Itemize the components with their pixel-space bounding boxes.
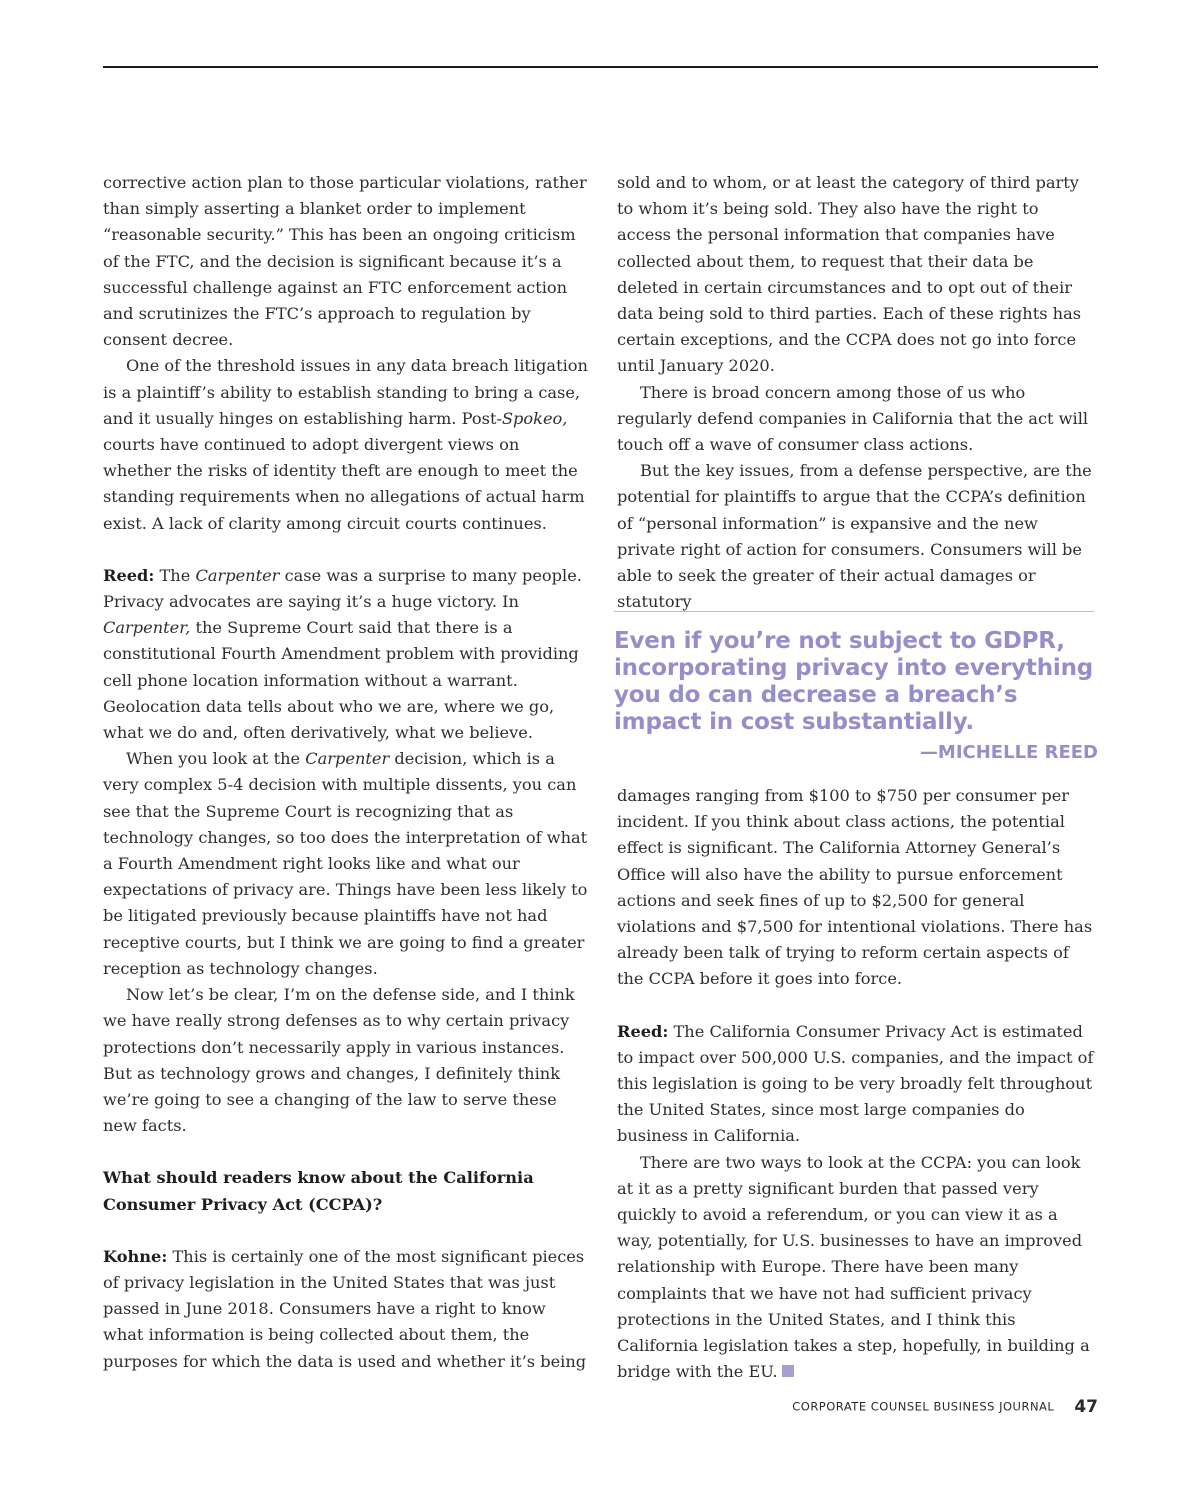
- page-footer: [792, 1396, 1098, 1417]
- paragraph: corrective action plan to those particular violations, rather than simply asserting a blanket order to implement “reasonable security.” This has been an ongoing criticism of the FTC, and the decision is significant because it’s a successful challenge against an FTC enforcement action and scrutinizes the FTC’s approach to regulation by consent decree.: [103, 173, 587, 350]
- pull-quote-rule: [614, 611, 1094, 612]
- end-mark-icon: [782, 1365, 794, 1377]
- pull-quote-text: Even if you’re not subject to GDPR, incorporating privacy into everything you do can decrease a breach’s impact in cost substantially.: [614, 628, 1094, 735]
- top-rule: [103, 66, 1098, 68]
- paragraph: sold and to whom, or at least the category of third party to whom it’s being sold. They also have the right to access the personal information that companies have collected about them, to request that their data be deleted in certain circumstances and to opt out of their data being sold to third parties. Each of these rights has certain exceptions, and the CCPA does not go into force until January 2020.: [617, 173, 1082, 376]
- paragraph: But the key issues, from a defense perspective, are the potential for plaintiffs to argue that the CCPA’s definition of “personal information” is expansive and the new private right of action for consumers. Consumers will be able to seek the greater of their actual damages or statutory: [617, 461, 1092, 612]
- interview-question: What should readers know about the California Consumer Privacy Act (CCPA)?: [103, 1168, 534, 1214]
- right-column-bottom: [617, 783, 1097, 1385]
- speaker-label: Kohne:: [103, 1246, 168, 1266]
- speaker-label: Reed:: [103, 565, 155, 585]
- left-column: [103, 170, 588, 1375]
- paragraph: damages ranging from $100 to $750 per consumer per incident. If you think about class actions, the potential effect is significant. The California Attorney General’s Office will also have the ability to pursue enforcement actions and seek fines of up to $2,500 for general violations and $7,500 for intentional violations. There has already been talk of trying to reform certain aspects of the CCPA before it goes into force.: [617, 786, 1093, 989]
- paragraph-final: There are two ways to look at the CCPA: you can look at it as a pretty significant burden that passed very quickly to avoid a referendum, or you can view it as a way, potentially, for U.S. businesses to have an improved relationship with Europe. There have been many complaints that we have not had sufficient privacy protections in the United States, and I think this California legislation takes a step, hopefully, in building a bridge with the EU.: [617, 1152, 1090, 1382]
- paragraph-reed-ccpa: Reed: The California Consumer Privacy Act is estimated to impact over 500,000 U.S. companies, and the impact of this legislation is going to be very broadly felt throughout the United States, since most large companies do business in California.: [617, 1021, 1094, 1146]
- page-number: 47: [1074, 1396, 1098, 1417]
- pull-quote: [614, 628, 1104, 764]
- paragraph-kohne: Kohne: This is certainly one of the most significant pieces of privacy legislation in the United States that was just passed in June 2018. Consumers have a right to know what information is being collected about them, the purposes for which the data is used and whether it’s being: [103, 1246, 587, 1371]
- pull-quote-attribution: —MICHELLE REED: [919, 742, 1098, 763]
- publication-name: CORPORATE COUNSEL BUSINESS JOURNAL: [792, 1399, 1055, 1414]
- speaker-label: Reed:: [617, 1021, 669, 1041]
- paragraph-standing: One of the threshold issues in any data breach litigation is a plaintiff’s ability to establish standing to bring a case, and it usually hinges on establishing harm. Post-Spokeo, courts have continued to adopt divergent views on whether the risks of identity theft are enough to meet the standing requirements when no allegations of actual harm exist. A lack of clarity among circuit courts continues.: [103, 356, 588, 533]
- paragraph-carpenter-decision: When you look at the Carpenter decision, which is a very complex 5-4 decision with multiple dissents, you can see that the Supreme Court is recognizing that as technology changes, so too does the interpretation of what a Fourth Amendment right looks like and what our expectations of privacy are. Things have been less likely to be litigated previously because plaintiffs have not had receptive courts, but I think we are going to find a greater reception as technology changes.: [103, 749, 588, 978]
- paragraph: There is broad concern among those of us who regularly defend companies in California that the act will touch off a wave of consumer class actions.: [617, 382, 1089, 455]
- paragraph-reed-carpenter: Reed: The Carpenter case was a surprise to many people. Privacy advocates are saying it’s a huge victory. In Carpenter, the Supreme Court said that there is a constitutional Fourth Amendment problem with providing cell phone location information without a warrant. Geolocation data tells about who we are, where we go, what we do and, often derivatively, what we believe.: [103, 565, 582, 743]
- right-column-top: [617, 170, 1097, 615]
- paragraph-defense-side: Now let’s be clear, I’m on the defense side, and I think we have really strong defenses as to why certain privacy protections don’t necessarily apply in various instances. But as technology grows and changes, I definitely think we’re going to see a changing of the law to serve these new facts.: [103, 985, 575, 1136]
